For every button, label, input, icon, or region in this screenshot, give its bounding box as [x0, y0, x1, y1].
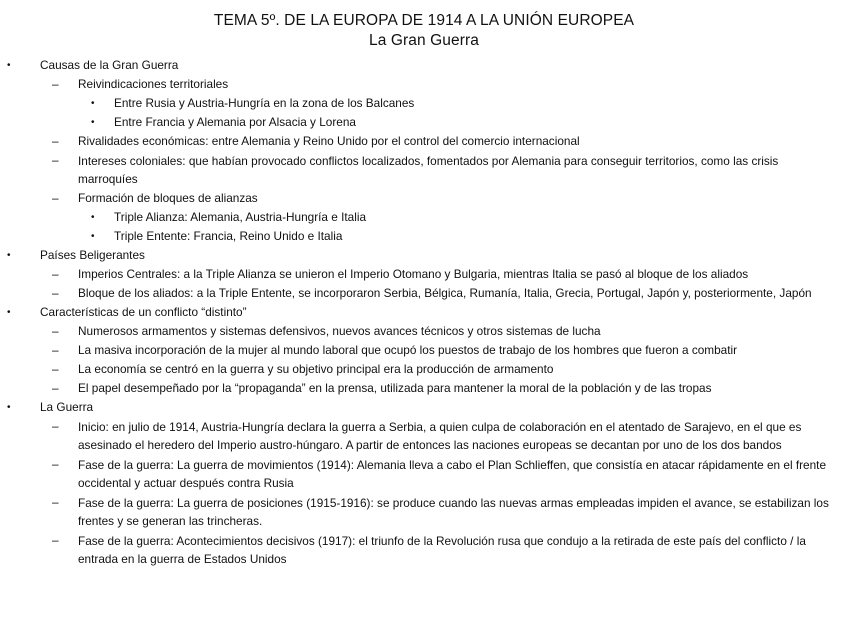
section-heading [0, 398, 848, 417]
section-heading-text: Características de un conflicto “distinto” [40, 305, 247, 319]
dash-icon: – [52, 77, 59, 91]
section-heading-text: Causas de la Gran Guerra [40, 58, 179, 72]
list-item-text: La economía se centró en la guerra y su objetivo principal era la producción de armamento [78, 362, 554, 376]
dash-icon: – [52, 362, 59, 376]
sub-list-item-text: Entre Rusia y Austria-Hungría en la zona de los Balcanes [114, 96, 415, 110]
list-item-text: La masiva incorporación de la mujer al mundo laboral que ocupó los puestos de trabajo de los hombres que fueron a combatir [78, 343, 738, 357]
list-item-text: Reivindicaciones territoriales [78, 77, 229, 91]
list-item-text: Fase de la guerra: La guerra de movimientos (1914): Alemania lleva a cabo el Plan Schlieffen, que consistía en atacar rápidamente en el frente occidental y actuar después contra Rusia [78, 458, 827, 490]
sub-list-item-text: Triple Alianza: Alemania, Austria-Hungría e Italia [114, 210, 367, 224]
document-subtitle: La Gran Guerra [369, 32, 479, 49]
list-item [0, 265, 848, 284]
dash-icon: – [52, 267, 59, 281]
dash-icon: – [52, 134, 59, 148]
list-item-text: Fase de la guerra: Acontecimientos decisivos (1917): el triunfo de la Revolución rusa que condujo a la retirada de este país del conflicto / la entrada en la guerra de Estados Unidos [78, 534, 806, 566]
list-item-text: Formación de bloques de alianzas [78, 191, 258, 205]
section-heading-text: Países Beligerantes [40, 248, 145, 262]
bullet-icon: • [91, 117, 95, 128]
list-item-text: Fase de la guerra: La guerra de posiciones (1915-1916): se produce cuando las nuevas armas empleadas impiden el avance, se estabilizan los frentes y se generan las trincheras. [78, 496, 829, 528]
dash-icon: – [52, 191, 59, 205]
section-heading-text: La Guerra [40, 400, 94, 414]
list-item [0, 189, 848, 208]
list-item-text: Intereses coloniales: que habían provocado conflictos localizados, fomentados por Alemania para conseguir territorios, como las crisis marroquíes [78, 154, 779, 186]
section-heading [0, 303, 848, 322]
section-heading [0, 246, 848, 265]
dash-icon: – [52, 343, 59, 357]
list-item [0, 75, 848, 94]
list-item [0, 455, 848, 493]
list-item-text: Bloque de los aliados: a la Triple Entente, se incorporaron Serbia, Bélgica, Rumanía, Italia, Grecia, Portugal, Japón y, posteriormente, Japón [78, 286, 812, 300]
list-item-text: El papel desempeñado por la “propaganda” en la prensa, utilizada para mantener la moral de la población y de las tropas [78, 381, 712, 395]
bullet-icon: • [7, 307, 11, 318]
bullet-icon: • [7, 60, 11, 71]
sub-list-item [0, 227, 848, 246]
list-item-text: Imperios Centrales: a la Triple Alianza se unieron el Imperio Otomano y Bulgaria, mientras Italia se pasó al bloque de los aliados [78, 267, 749, 281]
document-header [0, 0, 848, 51]
list-item [0, 379, 848, 398]
sub-list-item [0, 94, 848, 113]
dash-icon: – [52, 153, 59, 167]
list-item [0, 493, 848, 531]
bullet-icon: • [91, 231, 95, 242]
sub-list-item-text: Entre Francia y Alemania por Alsacia y Lorena [114, 115, 356, 129]
list-item-text: Inicio: en julio de 1914, Austria-Hungría declara la guerra a Serbia, a quien culpa de colaboración en el atentado de Sarajevo, en el que es asesinado el heredero del Imperio austro-húngaro. A partir de entonces las naciones europeas se decantan por uno de los dos bandos [78, 420, 802, 452]
list-item [0, 360, 848, 379]
dash-icon: – [52, 457, 59, 471]
list-item [0, 417, 848, 455]
list-item [0, 132, 848, 151]
list-item-text: Rivalidades económicas: entre Alemania y Reino Unido por el control del comercio internacional [78, 134, 580, 148]
sub-list-item-text: Triple Entente: Francia, Reino Unido e Italia [114, 229, 343, 243]
bullet-icon: • [7, 402, 11, 413]
list-item [0, 322, 848, 341]
list-item [0, 341, 848, 360]
dash-icon: – [52, 495, 59, 509]
list-item [0, 151, 848, 189]
dash-icon: – [52, 381, 59, 395]
dash-icon: – [52, 324, 59, 338]
outline-list [0, 56, 848, 569]
sub-list-item [0, 113, 848, 132]
dash-icon: – [52, 286, 59, 300]
sub-list-item [0, 208, 848, 227]
dash-icon: – [52, 533, 59, 547]
bullet-icon: • [91, 212, 95, 223]
bullet-icon: • [7, 250, 11, 261]
dash-icon: – [52, 419, 59, 433]
bullet-icon: • [91, 98, 95, 109]
document-title: TEMA 5º. DE LA EUROPA DE 1914 A LA UNIÓN EUROPEA [213, 12, 635, 29]
list-item-text: Numerosos armamentos y sistemas defensivos, nuevos avances técnicos y otros sistemas de lucha [78, 324, 601, 338]
list-item [0, 284, 848, 303]
section-heading [0, 56, 848, 75]
list-item [0, 531, 848, 569]
